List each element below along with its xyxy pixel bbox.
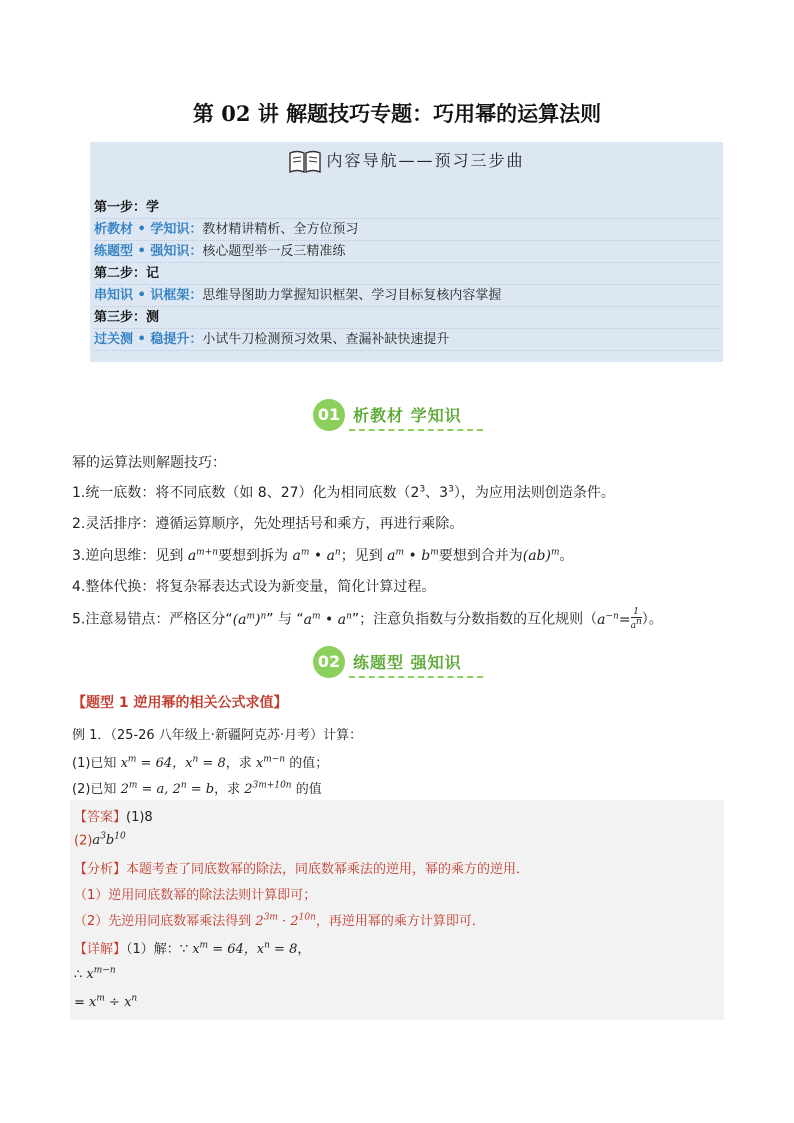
analysis: 【分析】本题考查了同底数幂的除法，同底数幂乘法的逆用，幂的乘方的逆用． <box>74 862 530 877</box>
nav-key: 析教材 • 学知识： <box>94 222 203 237</box>
answer-box <box>70 800 724 1020</box>
answer-2: $(2)a^3b^{10}$ <box>74 832 126 849</box>
nav-row <box>94 263 719 285</box>
section-number-badge: 01 <box>313 399 345 431</box>
section-title: 练题型 强知识 <box>353 653 462 672</box>
nav-step-label: 第二步：记 <box>94 266 160 281</box>
section-underline <box>349 676 483 678</box>
nav-row <box>94 197 719 219</box>
tip-5: 5.注意易错点：严格区分“$(a^m)^n$” 与 “$a^m$ • $a^n$”；注意负指数与分数指数的互化规则（$a^{-n}=$ $\frac{1}{a^n}$ ）。 <box>72 607 663 631</box>
tips-intro: 幂的运算法则解题技巧： <box>72 455 226 471</box>
nav-desc: 思维导图助力掌握知识框架、学习目标复核内容掌握 <box>202 288 502 303</box>
detail-line-3: = $x^m \div x^n$ <box>74 994 138 1011</box>
open-book-icon <box>288 149 322 175</box>
nav-row <box>94 329 719 351</box>
tip-4: 4.整体代换：将复杂幂表达式设为新变量，简化计算过程。 <box>72 579 436 595</box>
section-title: 析教材 学知识 <box>353 406 462 425</box>
navigation-header <box>90 148 723 175</box>
tip-1: 1.统一底数：将不同底数（如 8、27）化为相同底数（$2^3$、$3^3$），为应用法则创造条件。 <box>72 484 615 501</box>
detail-line-1: 【详解】（1）解：∵ $x^m = 64$，$x^n = 8$， <box>74 940 311 957</box>
nav-step-label: 第一步：学 <box>94 200 160 215</box>
nav-row <box>94 241 719 263</box>
nav-desc: 核心题型举一反三精准练 <box>202 244 346 259</box>
section-underline <box>349 429 483 431</box>
section-heading-2 <box>313 646 488 680</box>
page-title: 第 02 讲 解题技巧专题：巧用幂的运算法则 <box>192 101 602 126</box>
question-type-heading: 【题型 1 逆用幂的相关公式求值】 <box>72 695 288 711</box>
example-source: 例 1．（25-26 八年级上·新疆阿克苏·月考）计算： <box>72 728 363 743</box>
nav-desc: 教材精讲精析、全方位预习 <box>202 222 359 237</box>
question-part-2: (2)已知 $2^m = a$, $2^n = b$，求 $2^{3m+10n}$ 的值 <box>72 780 322 797</box>
detail-line-2: ∴ $x^{m-n}$ <box>74 966 116 983</box>
section-number-badge: 02 <box>313 646 345 678</box>
nav-row <box>94 285 719 307</box>
nav-key: 过关测 • 稳提升： <box>94 332 203 347</box>
answer-1: 【答案】(1)8 <box>74 810 153 825</box>
nav-key: 练题型 • 强知识： <box>94 244 203 259</box>
analysis-hint-2: （2）先逆用同底数幂乘法得到 $2^{3m} \cdot 2^{10n}$，再逆用幂的乘方计算即可． <box>74 912 485 929</box>
nav-key: 串知识 • 识框架： <box>94 288 203 303</box>
analysis-hint-1: （1）逆用同底数幂的除法法则计算即可； <box>74 888 317 903</box>
tip-2: 2.灵活排序：遵循运算顺序，先处理括号和乘方，再进行乘除。 <box>72 516 464 532</box>
nav-row <box>94 219 719 241</box>
question-part-1: (1)已知 $x^m = 64$，$x^n = 8$，求 $x^{m-n}$ 的值； <box>72 754 329 771</box>
navigation-rows <box>94 197 719 351</box>
nav-row <box>94 307 719 329</box>
navigation-header-text: 内容导航——预习三步曲 <box>326 151 525 170</box>
nav-desc: 小试牛刀检测预习效果、查漏补缺快速提升 <box>202 332 450 347</box>
tip-3: 3.逆向思维：见到 $a^{m+n}$要想到拆为 $a^m$ • $a^n$；见到 $a^m$ • $b^m$要想到合并为(ab)$^m$。 <box>72 547 574 564</box>
nav-step-label: 第三步：测 <box>94 310 160 325</box>
content-navigation-box <box>90 142 723 362</box>
section-heading-1 <box>313 399 488 433</box>
